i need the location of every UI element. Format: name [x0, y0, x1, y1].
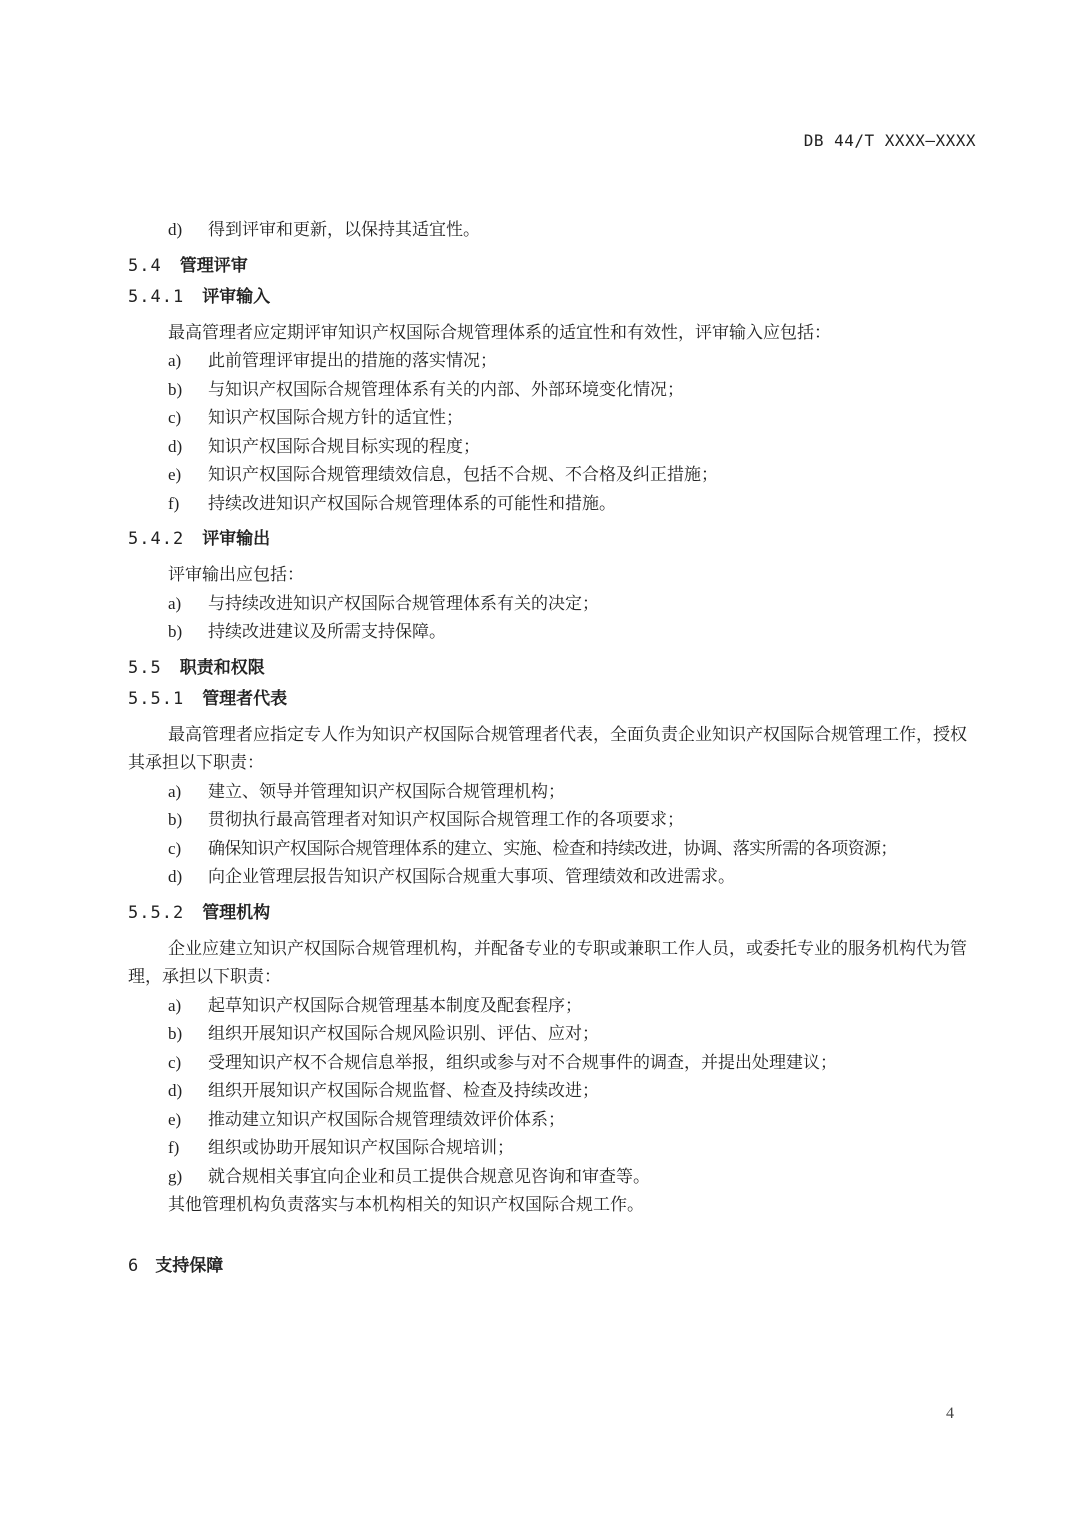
- section-heading-5-4-2: [128, 529, 980, 549]
- item-text: 向企业管理层报告知识产权国际合规重大事项、管理绩效和改进需求。: [208, 867, 735, 887]
- item-text: 知识产权国际合规目标实现的程度；: [208, 436, 480, 457]
- list-item: [128, 1134, 980, 1163]
- list-item: [128, 863, 980, 892]
- item-text: 受理知识产权不合规信息举报，组织或参与对不合规事件的调查，并提出处理建议；: [208, 1052, 837, 1073]
- page-number: 4: [946, 1405, 954, 1422]
- section-title: 管理机构: [202, 902, 271, 923]
- item-text: 与知识产权国际合规管理体系有关的内部、外部环境变化情况；: [208, 379, 684, 400]
- item-text: 知识产权国际合规方针的适宜性；: [208, 408, 463, 428]
- section-heading-5-5-1: [128, 689, 980, 709]
- item-label: g): [168, 1166, 183, 1186]
- paragraph: 企业应建立知识产权国际合规管理机构，并配备专业的专职或兼职工作人员，或委托专业的服务机构代为管理，承担以下职责：: [128, 938, 967, 987]
- item-text: 此前管理评审提出的措施的落实情况；: [208, 351, 497, 371]
- item-label: f): [168, 1138, 180, 1157]
- page-content: [128, 216, 980, 1276]
- item-label: d): [168, 436, 183, 456]
- list-item: [128, 1020, 980, 1049]
- item-text: 贯彻执行最高管理者对知识产权国际合规管理工作的各项要求；: [208, 810, 684, 830]
- item-label: e): [168, 465, 182, 484]
- item-label: a): [168, 351, 182, 370]
- list-item: [128, 490, 980, 519]
- section-number: 5.5.2: [128, 902, 185, 923]
- item-text: 持续改进知识产权国际合规管理体系的可能性和措施。: [208, 493, 616, 514]
- item-text: 就合规相关事宜向企业和员工提供合规意见咨询和审查等。: [208, 1166, 650, 1187]
- list-item: [128, 835, 980, 864]
- item-label: a): [168, 995, 182, 1015]
- section-title: 管理者代表: [202, 688, 288, 709]
- item-text: 得到评审和更新，以保持其适宜性。: [208, 220, 480, 240]
- item-text: 建立、领导并管理知识产权国际合规管理机构；: [208, 781, 565, 802]
- paragraph: 最高管理者应定期评审知识产权国际合规管理体系的适宜性和有效性，评审输入应包括：: [168, 322, 831, 343]
- item-label: f): [168, 493, 180, 513]
- item-text: 组织开展知识产权国际合规监督、检查及持续改进；: [208, 1081, 599, 1101]
- item-label: c): [168, 408, 182, 427]
- item-label: c): [168, 838, 182, 858]
- section-heading-5-4-1: [128, 287, 980, 307]
- item-text: 起草知识产权国际合规管理基本制度及配套程序；: [208, 995, 582, 1016]
- section-title: 评审输出: [202, 529, 271, 549]
- list-item: [128, 1163, 980, 1192]
- section-title: 职责和权限: [179, 657, 265, 678]
- item-text: 推动建立知识产权国际合规管理绩效评价体系；: [208, 1109, 565, 1130]
- paragraph: 其他管理机构负责落实与本机构相关的知识产权国际合规工作。: [168, 1195, 644, 1215]
- section-number: 5.5.1: [128, 688, 185, 709]
- item-text: 确保知识产权国际合规管理体系的建立、实施、检查和持续改进，协调、落实所需的各项资源；: [208, 838, 897, 859]
- item-label: d): [168, 867, 183, 886]
- list-item: [128, 590, 980, 619]
- list-item: [128, 433, 980, 462]
- item-label: e): [168, 1109, 182, 1129]
- section-heading-5-5-2: [128, 903, 980, 923]
- item-label: a): [168, 781, 182, 801]
- paragraph: 评审输出应包括：: [168, 565, 304, 585]
- chapter-heading-6: [128, 1256, 980, 1276]
- item-label: b): [168, 810, 183, 829]
- list-item: [128, 216, 980, 245]
- section-heading-5-4: [128, 256, 980, 276]
- item-text: 与持续改进知识产权国际合规管理体系有关的决定；: [208, 593, 599, 614]
- section-title: 管理评审: [179, 255, 248, 276]
- paragraph: 最高管理者应指定专人作为知识产权国际合规管理者代表，全面负责企业知识产权国际合规管理工作，授权其承担以下职责：: [128, 724, 967, 773]
- list-item: [128, 778, 980, 807]
- list-item: [128, 347, 980, 376]
- list-item: [128, 992, 980, 1021]
- item-text: 持续改进建议及所需支持保障。: [208, 622, 446, 642]
- section-number: 6: [128, 1255, 140, 1276]
- section-number: 5.4.2: [128, 529, 185, 549]
- section-number: 5.4: [128, 255, 162, 276]
- item-text: 知识产权国际合规管理绩效信息，包括不合规、不合格及纠正措施；: [208, 465, 718, 485]
- item-label: b): [168, 622, 183, 641]
- list-item: [128, 1049, 980, 1078]
- section-number: 5.4.1: [128, 286, 185, 307]
- list-item: [128, 1106, 980, 1135]
- list-item: [128, 404, 980, 433]
- document-code: DB 44/T XXXX—XXXX: [803, 131, 976, 150]
- list-item: [128, 376, 980, 405]
- item-label: c): [168, 1052, 182, 1072]
- item-label: b): [168, 1024, 183, 1043]
- list-item: [128, 461, 980, 490]
- section-number: 5.5: [128, 657, 162, 678]
- item-label: a): [168, 593, 182, 613]
- item-label: b): [168, 379, 183, 399]
- section-heading-5-5: [128, 658, 980, 678]
- item-text: 组织开展知识产权国际合规风险识别、评估、应对；: [208, 1024, 599, 1044]
- list-item: [128, 1077, 980, 1106]
- section-title: 评审输入: [202, 286, 271, 307]
- item-label: d): [168, 220, 183, 239]
- item-label: d): [168, 1081, 183, 1100]
- section-title: 支持保障: [155, 1255, 224, 1276]
- list-item: [128, 806, 980, 835]
- list-item: [128, 618, 980, 647]
- item-text: 组织或协助开展知识产权国际合规培训；: [208, 1138, 514, 1158]
